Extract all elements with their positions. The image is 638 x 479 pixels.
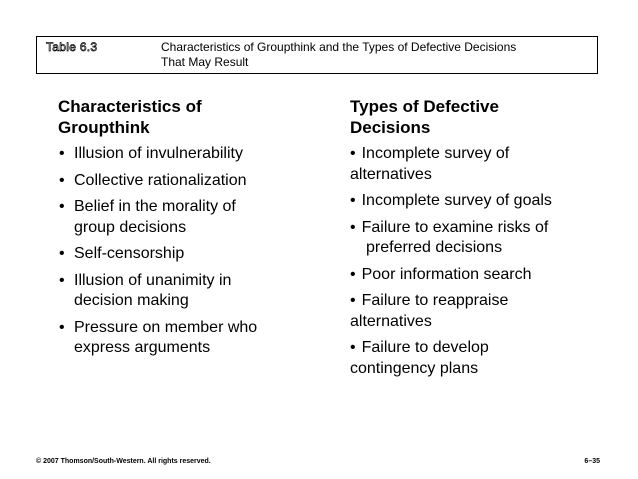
list-item	[350, 218, 596, 259]
defective-decisions-heading-line-1: Types of Defective	[350, 97, 499, 116]
list-item	[350, 144, 550, 185]
bullet-icon: •	[350, 192, 356, 209]
groupthink-heading-line-1: Characteristics of	[58, 97, 202, 116]
copyright-notice: © 2007 Thomson/South-Western. All rights reserved.	[36, 458, 211, 465]
list-item: • Pressure on member who express arguments	[58, 318, 274, 359]
list-item-text: Incomplete survey of alternatives	[350, 145, 510, 183]
table-header-box	[36, 36, 598, 74]
groupthink-heading-line-2: Groupthink	[58, 118, 150, 137]
bullet-icon: •	[350, 145, 356, 162]
bullet-icon: •	[350, 339, 356, 356]
bullet-icon: •	[350, 265, 356, 283]
list-item: • Illusion of invulnerability	[58, 144, 308, 165]
defective-decisions-heading-line-2: Decisions	[350, 118, 431, 137]
groupthink-list	[58, 144, 308, 359]
page-number: 6–35	[584, 458, 600, 465]
defective-decisions-heading	[350, 96, 600, 138]
list-item-text: Failure to reappraise alternatives	[350, 292, 509, 330]
list-item: • Self-censorship	[58, 244, 308, 265]
bullet-icon: •	[350, 292, 356, 309]
caption-line-1: Characteristics of Groupthink and the Types of Defective Decisions	[161, 40, 517, 54]
list-item: • Illusion of unanimity in decision making	[58, 271, 259, 312]
caption-line-2: That May Result	[161, 55, 249, 69]
list-item: • Collective rationalization	[58, 171, 308, 192]
list-item	[350, 191, 600, 212]
defective-decisions-column	[350, 96, 600, 385]
list-item	[350, 338, 530, 379]
list-item-text: Failure to develop contingency plans	[350, 339, 489, 377]
bullet-icon: •	[350, 218, 356, 236]
list-item: • Belief in the morality of group decisions	[58, 197, 264, 238]
table-caption	[161, 40, 516, 70]
list-item-text: Incomplete survey of goals	[361, 192, 552, 209]
groupthink-heading	[58, 96, 308, 138]
table-number: Table 6.3	[46, 40, 98, 54]
list-item-text: Poor information search	[361, 265, 532, 283]
list-item	[350, 265, 600, 286]
list-item-text: Failure to examine risks of preferred decisions	[361, 218, 549, 256]
groupthink-characteristics-column	[58, 96, 308, 365]
defective-decisions-list	[350, 144, 600, 379]
list-item	[350, 291, 540, 332]
